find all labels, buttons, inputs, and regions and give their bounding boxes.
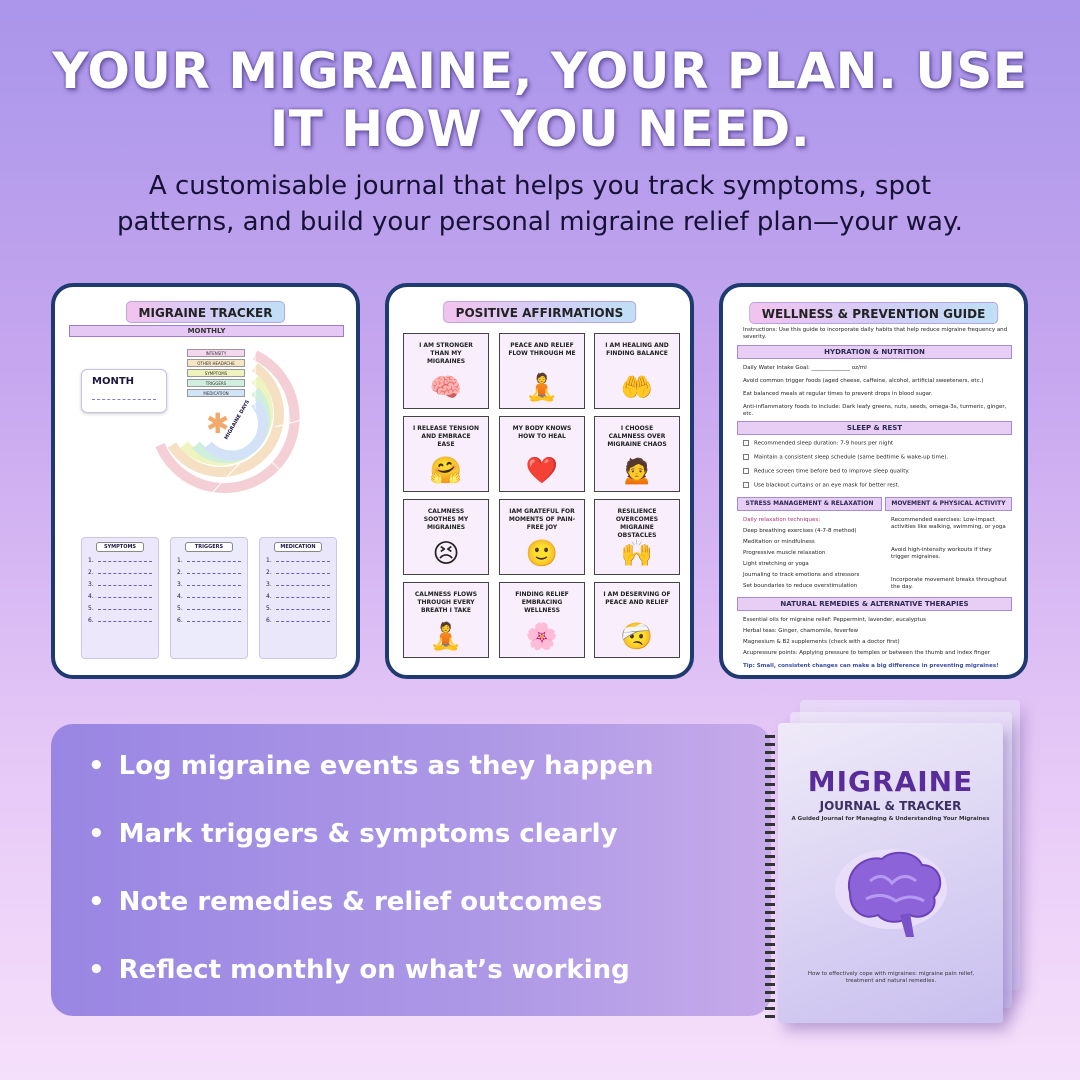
subheadline-line-2: patterns, and build your personal migraine relief plan—your way.	[117, 207, 963, 237]
affirmation-card	[499, 582, 585, 658]
sleep-item: Use blackout curtains or an eye mask for better rest.	[743, 482, 900, 489]
checkbox-icon	[743, 440, 749, 446]
affirmation-text: CALMNESS SOOTHES MY MIGRAINES	[423, 508, 469, 531]
affirmation-illustration-icon: 😣	[432, 539, 460, 569]
stress-header: STRESS MANAGEMENT & RELAXATION	[737, 497, 882, 511]
migraine-tracker-page	[51, 283, 360, 679]
affirmation-illustration-icon: 🤗	[429, 456, 463, 486]
list-row: 2.	[177, 569, 241, 576]
affirmation-text: I AM STRONGER THAN MY MIGRAINES	[419, 342, 473, 365]
movement-item: Incorporate movement breaks throughout the day.	[891, 577, 1007, 590]
stress-item: Light stretching or yoga	[743, 561, 809, 567]
list-row: 4.	[266, 593, 330, 600]
list-row: 3.	[177, 581, 241, 588]
natural-item: Herbal teas: Ginger, chamomile, feverfew	[743, 628, 859, 634]
natural-item: Acupressure points: Applying pressure to temples or between the thumb and index finger	[743, 650, 991, 656]
legend-item: INTENSITY	[187, 349, 245, 357]
natural-item: Magnesium & B2 supplements (check with a doctor first)	[743, 639, 900, 645]
affirmation-illustration-icon: 🙍	[620, 456, 654, 486]
guide-title: WELLNESS & PREVENTION GUIDE	[749, 302, 999, 324]
list-row: 1.	[177, 557, 241, 564]
journal-cover	[778, 723, 1003, 1023]
feature-item: • Mark triggers & symptoms clearly	[88, 819, 618, 849]
list-row: 3.	[266, 581, 330, 588]
feature-item: • Note remedies & relief outcomes	[88, 887, 603, 917]
triggers-box	[170, 537, 248, 659]
affirmation-text: I RELEASE TENSION AND EMBRACE EASE	[412, 425, 479, 448]
affirmation-card	[403, 499, 489, 575]
affirmation-card	[499, 499, 585, 575]
movement-header: MOVEMENT & PHYSICAL ACTIVITY	[885, 497, 1012, 511]
stress-item: Progressive muscle relaxation	[743, 550, 826, 556]
symptoms-box	[81, 537, 159, 659]
list-row: 5.	[177, 605, 241, 612]
affirmation-card	[403, 582, 489, 658]
headline-line-1: YOUR MIGRAINE, YOUR PLAN. USE	[52, 42, 1028, 100]
checkbox-icon	[743, 468, 749, 474]
affirmation-text: I AM DESERVING OF PEACE AND RELIEF	[603, 591, 671, 606]
affirmation-illustration-icon: ❤️	[525, 456, 559, 486]
affirmations-title: POSITIVE AFFIRMATIONS	[443, 301, 637, 323]
hydration-item: Daily Water Intake Goal: ______________ oz/ml	[743, 365, 867, 371]
feature-item: • Reflect monthly on what’s working	[88, 955, 630, 985]
sleep-item: Maintain a consistent sleep schedule (same bedtime & wake-up time).	[743, 454, 948, 461]
affirmation-illustration-icon: 🤲	[620, 373, 654, 403]
symptoms-label: SYMPTOMS	[96, 542, 144, 552]
wheel-center-label: MIGRAINE DAYS	[223, 399, 252, 441]
affirmation-card	[594, 499, 680, 575]
list-row: 6.	[177, 617, 241, 624]
affirmation-card	[594, 333, 680, 409]
list-row: 4.	[88, 593, 152, 600]
affirmation-illustration-icon: 🧘	[429, 622, 463, 652]
medication-box	[259, 537, 337, 659]
subheadline-line-1: A customisable journal that helps you track symptoms, spot	[148, 171, 932, 201]
affirmation-illustration-icon: 🙌	[620, 539, 654, 569]
stress-item: Set boundaries to reduce overstimulation	[743, 583, 858, 589]
migraine-days-wheel	[150, 345, 330, 515]
journal-tagline: A Guided Journal for Managing & Understanding Your Migraines	[791, 816, 990, 822]
affirmation-card	[403, 333, 489, 409]
natural-item: Essential oils for migraine relief: Peppermint, lavender, eucalyptus	[743, 617, 926, 623]
list-row: 2.	[88, 569, 152, 576]
month-line	[92, 399, 156, 400]
affirmation-illustration-icon: 🤕	[620, 622, 654, 652]
affirmation-text: I CHOOSE CALMNESS OVER MIGRAINE CHAOS	[607, 425, 667, 448]
asterisk-icon: ✱	[206, 407, 230, 440]
affirmation-text: FINDING RELIEF EMBRACING WELLNESS	[515, 591, 569, 614]
headline	[0, 42, 1080, 158]
spiral-binding	[765, 735, 775, 1020]
hydration-item: Eat balanced meals at regular times to prevent drops in blood sugar.	[743, 391, 933, 397]
stress-item: Meditation or mindfulness	[743, 539, 815, 545]
triggers-label: TRIGGERS	[185, 542, 233, 552]
affirmation-text: RESILIENCE OVERCOMES MIGRAINE OBSTACLES	[615, 508, 659, 539]
medication-label: MEDICATION	[274, 542, 322, 552]
affirmation-card	[594, 582, 680, 658]
hydration-item: Avoid common trigger foods (aged cheese, caffeine, alcohol, artificial sweeteners, etc.)	[743, 378, 984, 384]
journal-title: MIGRAINE	[807, 765, 974, 798]
sleep-item: Recommended sleep duration: 7-9 hours per night	[743, 440, 893, 447]
affirmation-text: MY BODY KNOWS HOW TO HEAL	[512, 425, 572, 440]
affirmation-text: I AM HEALING AND FINDING BALANCE	[605, 342, 669, 357]
list-row: 3.	[88, 581, 152, 588]
affirmation-card	[499, 416, 585, 492]
affirmation-illustration-icon: 🧠	[429, 373, 463, 403]
legend-item: MEDICATION	[187, 389, 245, 397]
positive-affirmations-page	[385, 283, 694, 679]
affirmation-illustration-icon: 🙂	[525, 539, 559, 569]
movement-item: Recommended exercises: Low-impact activities like walking, swimming, or yoga	[891, 517, 1006, 530]
journal-footer: How to effectively cope with migraines: migraine pain relief, treatment and natural remedies.	[807, 971, 975, 984]
guide-instructions: Instructions: Use this guide to incorporate daily habits that help reduce migraine frequency and severity.	[743, 327, 1008, 340]
tracker-monthly-bar: MONTHLY	[69, 325, 344, 337]
affirmation-illustration-icon: 🌸	[525, 622, 559, 652]
sleep-item: Reduce screen time before bed to improve sleep quality.	[743, 468, 910, 475]
legend-item: SYMPTOMS	[187, 369, 245, 377]
wellness-guide-page	[719, 283, 1028, 679]
feature-item: • Log migraine events as they happen	[88, 751, 654, 781]
month-label: MONTH	[92, 376, 135, 387]
checkbox-icon	[743, 454, 749, 460]
subheadline	[40, 168, 1040, 240]
affirmation-text: IAM GRATEFUL FOR MOMENTS OF PAIN-FREE JOY	[508, 508, 576, 531]
hydration-item: Anti-inflammatory foods to include: Dark leafy greens, nuts, seeds, omega-3s, turmeric, ginger, etc.	[743, 404, 1007, 417]
stress-item: Journaling to track emotions and stressors	[743, 572, 860, 578]
legend-item: OTHER HEADACHE	[187, 359, 245, 367]
affirmation-text: CALMNESS FLOWS THROUGH EVERY BREATH I TAKE	[414, 591, 478, 614]
list-row: 2.	[266, 569, 330, 576]
affirmation-card	[594, 416, 680, 492]
affirmation-card	[403, 416, 489, 492]
affirmation-text: PEACE AND RELIEF FLOW THROUGH ME	[508, 342, 576, 357]
guide-tip: Tip: Small, consistent changes can make a big difference in preventing migraines!	[743, 663, 999, 669]
brain-icon	[830, 841, 952, 951]
affirmation-illustration-icon: 🧘	[525, 373, 559, 403]
checkbox-icon	[743, 482, 749, 488]
list-row: 6.	[266, 617, 330, 624]
list-row: 1.	[88, 557, 152, 564]
list-row: 5.	[88, 605, 152, 612]
list-row: 5.	[266, 605, 330, 612]
journal-subtitle: JOURNAL & TRACKER	[819, 799, 962, 813]
stress-item: Daily relaxation techniques:	[743, 517, 821, 523]
headline-line-2: IT HOW YOU NEED.	[269, 100, 811, 158]
movement-item: Avoid high-intensity workouts if they trigger migraines.	[891, 547, 992, 560]
legend-item: TRIGGERS	[187, 379, 245, 387]
list-row: 1.	[266, 557, 330, 564]
list-row: 6.	[88, 617, 152, 624]
hydration-header: HYDRATION & NUTRITION	[737, 345, 1012, 359]
list-row: 4.	[177, 593, 241, 600]
natural-remedies-header: NATURAL REMEDIES & ALTERNATIVE THERAPIES	[737, 597, 1012, 611]
stress-item: Deep breathing exercises (4-7-8 method)	[743, 528, 857, 534]
sleep-header: SLEEP & REST	[737, 421, 1012, 435]
affirmation-card	[499, 333, 585, 409]
tracker-title: MIGRAINE TRACKER	[126, 301, 286, 323]
